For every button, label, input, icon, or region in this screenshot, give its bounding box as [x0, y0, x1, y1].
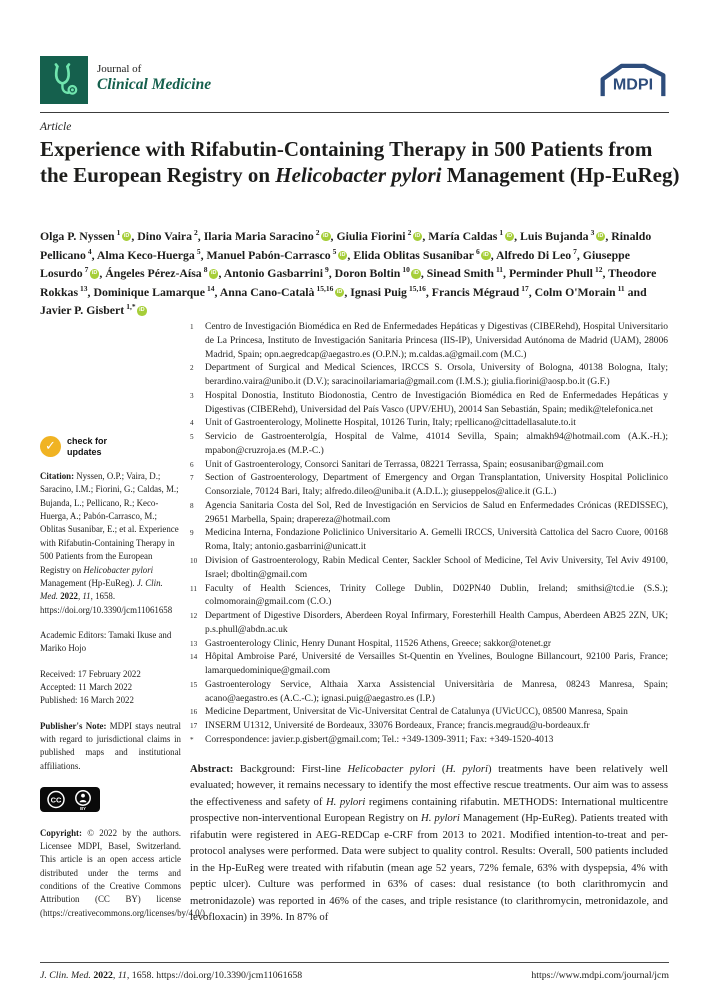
author	[97, 248, 207, 262]
author-name: Dominique Lamarque	[93, 284, 205, 299]
citation-doi-link[interactable]: https://doi.org/10.3390/jcm11061658	[40, 604, 173, 615]
copyright-label: Copyright:	[40, 827, 88, 838]
orcid-icon[interactable]: iD	[481, 251, 491, 261]
affiliation-item	[190, 651, 668, 679]
affiliation-number: 13	[190, 639, 198, 648]
author-separator: ,	[91, 247, 97, 262]
affiliation-text: Unit of Gastroenterology, Molinette Hospital, 10126 Turin, Italy; rpellicano@cittadellasalute.to.it	[205, 418, 576, 429]
author-affiliation-sup: 7	[84, 265, 89, 275]
author	[224, 266, 335, 280]
author-separator: ,	[420, 266, 427, 281]
affiliation-item	[190, 390, 668, 418]
author-name: Alfredo Di Leo	[495, 247, 572, 262]
title-part1: Experience with Rifabutin-Containing Therapy in 500 Patients from the European Registry on	[40, 137, 653, 187]
author	[204, 229, 337, 243]
published-date: Published: 16 March 2022	[40, 695, 134, 706]
abstract-text: (	[435, 763, 446, 775]
author-separator: ,	[328, 266, 335, 281]
author-separator: ,	[214, 284, 220, 299]
author	[428, 229, 520, 243]
by-label: BY	[80, 806, 86, 812]
author-name: Giulia Fiorini	[336, 228, 406, 243]
author-name: Antonio Gasbarrini	[223, 266, 324, 281]
abstract-text-italic: H. pylori	[420, 812, 460, 825]
author-name: Sinead Smith	[426, 266, 494, 281]
citation-label: Citation:	[40, 471, 77, 481]
orcid-icon[interactable]: iD	[122, 232, 132, 242]
author	[432, 285, 535, 299]
author-separator: ,	[131, 228, 138, 243]
author-list	[40, 227, 680, 320]
affiliation-item	[190, 431, 668, 459]
affiliation-number: 15	[190, 680, 198, 689]
affiliation-number: 2	[190, 364, 194, 373]
author-name: Alma Keco-Huerga	[96, 247, 195, 262]
title-part2-italic: Helicobacter pylori	[275, 162, 442, 187]
author-affiliation-sup: 6	[475, 246, 480, 256]
orcid-icon[interactable]: iD	[335, 288, 345, 298]
affiliation-text: Medicine Department, Universitat de Vic-Universitat Central de Catalunya (UVicUCC), 08500 Manresa, Spain	[205, 707, 628, 718]
author-affiliation-sup: 14	[206, 283, 215, 293]
affiliation-item	[190, 638, 668, 652]
footer-doi-link[interactable]: https://doi.org/10.3390/jcm11061658	[156, 970, 303, 981]
affiliation-number: 7	[190, 474, 194, 483]
author-separator: ,	[87, 284, 94, 299]
affiliation-number: 3	[190, 391, 194, 400]
affiliation-item	[190, 583, 668, 611]
affiliation-text: INSERM U1312, Université de Bordeaux, 33076 Bordeaux, France; francis.megraud@u-bordeaux.fr	[205, 721, 590, 732]
orcid-icon[interactable]: iD	[321, 232, 331, 242]
author-separator: ,	[330, 228, 337, 243]
author-affiliation-sup: 3	[590, 228, 595, 237]
journal-logo	[40, 56, 211, 104]
affiliation-text: Gastroenterology Clinic, Henry Dunant Hospital, 11526 Athens, Greece; sakkor@otenet.gr	[205, 638, 552, 649]
author-name: Elida Oblitas Susanibar	[353, 247, 474, 262]
orcid-icon[interactable]: iD	[505, 232, 515, 242]
orcid-icon[interactable]: iD	[338, 251, 348, 261]
affiliation-item	[190, 472, 668, 500]
affiliation-item	[190, 610, 668, 638]
author-name: Colm O'Morain	[534, 284, 616, 299]
history-dates	[40, 668, 181, 708]
affiliation-text: Division of Gastroenterology, Rabin Medical Center, Sackler School of Medicine, Tel Aviv University, Tel Aviv 49100, Israel; dboltin@gmail.com	[205, 556, 668, 580]
affiliation-list	[190, 321, 668, 748]
author-separator: ,	[490, 247, 496, 262]
affiliation-text: Agencia Sanitaria Costa del Sol, Red de Investigación en Servicios de Salud en Enfermedades Crónicas (REDISSEC), 29651 Marbella, Spain; drapereza@hotmail.com	[205, 500, 668, 525]
author-separator: ,	[218, 266, 224, 281]
affiliation-text: Unit of Gastroenterology, Consorci Sanitari de Terrassa, 08221 Terrassa, Spain; eosusanibar@gmail.com	[205, 459, 604, 470]
check-icon: ✓	[40, 436, 61, 457]
page-title	[40, 137, 680, 189]
orcid-icon[interactable]: iD	[137, 306, 147, 316]
affiliation-item	[190, 417, 668, 431]
author-affiliation-sup: 12	[594, 265, 603, 275]
abstract-text-italic: H. pylori	[325, 795, 366, 808]
author-name: Luis Bujanda	[520, 228, 589, 243]
author-name: Perminder Phull	[508, 266, 593, 281]
author-name: Ángeles Pérez-Aísa	[105, 266, 202, 281]
author-name: Rinaldo Pellicano	[40, 228, 652, 262]
affiliation-text: Servicio de Gastroenterolgía, Hospital de Valme, 41014 Sevilla, Spain; almakh94@hotmail.com (A.K.-H.); mpabon@cruzroja.es (M.P.-C.)	[205, 432, 668, 456]
publishers-note: Publisher's Note: MDPI stays neutral with regard to jurisdictional claims in published maps and institutional affiliations.	[40, 720, 181, 771]
author-separator: ,	[197, 228, 204, 243]
author-name: Javier P. Gisbert	[40, 303, 125, 318]
author	[40, 229, 137, 243]
author	[220, 285, 351, 299]
affiliation-item	[190, 459, 668, 473]
affiliation-text: Department of Digestive Disorders, Aberdeen Royal Infirmary, Foresterhill Health Campus, Aberdeen AB25 2ZN, UK; p.s.phull@abdn.ac.uk	[205, 611, 668, 635]
author-separator: ,	[514, 228, 521, 243]
author	[206, 248, 353, 262]
affiliation-item	[190, 555, 668, 583]
author-affiliation-sup: 15,16	[408, 283, 426, 293]
citation-block: Citation: Nyssen, O.P.; Vaira, D.; Saracino, I.M.; Fiorini, G.; Caldas, M.; Bujanda, L.; Pellicano, R.; Keco-Huerga, A.; Pabón-Carrasco, M.; Oblitas Susanibar, E.; et al. Experience with Rifabutin-Containing Therapy in 500 Patients from the European Registry on Helicobacter pylori Management (Hp-EuReg). J. Clin. Med. 2022, 11, 1658. https://doi.org/10.3390/jcm11061658	[40, 471, 179, 615]
author-name: María Caldas	[428, 228, 498, 243]
author-separator: ,	[503, 266, 509, 281]
mdpi-logo[interactable]	[597, 60, 669, 107]
author	[509, 266, 608, 280]
author-name: Anna Cano-Català	[219, 284, 315, 299]
author-name: Theodore Rokkas	[40, 266, 657, 299]
author-name: Doron Boltin	[334, 266, 401, 281]
affiliation-item	[190, 321, 668, 362]
author-name: Francis Mégraud	[431, 284, 520, 299]
affiliation-number: 6	[190, 460, 194, 469]
author-affiliation-sup: 2	[194, 228, 198, 237]
author-name: Dino Vaira	[137, 228, 193, 243]
author	[93, 285, 219, 299]
journal-prefix: Journal of	[97, 63, 142, 75]
abstract-text-italic: Helicobacter pylori	[347, 763, 436, 775]
abstract-text-italic: H. pylori	[445, 763, 488, 775]
affiliation-number: 4	[190, 419, 194, 428]
affiliation-text: Centro de Investigación Biomédica en Red de Enfermedades Hepáticas y Digestivas (CIBERehd), Hospital Universitario de La Princesa, Instituto de Investigación Sanitaria Princesa (IIS-IP), Universidad Autónoma de Madrid (UAM), 28006 Madrid, Spain; opn.aegredcap@aegastro.es (O.P.N.); m.caldas.a@gmail.com (M.C.)	[205, 322, 668, 360]
affiliation-text: Department of Surgical and Medical Sciences, IRCCS S. Orsola, University of Bologna, 40138 Bologna, Italy; berardino.vaira@unibo.it (D.V.); saracinoilariamaria@gmail.com (I.M.S.); giulia.fiorini@aosp.bo.it (G.F.)	[205, 363, 668, 388]
author-separator: ,	[605, 228, 612, 243]
author-affiliation-sup: 8	[203, 265, 208, 275]
author	[336, 229, 428, 243]
affiliation-number: 11	[190, 584, 197, 593]
affiliation-item	[190, 706, 668, 720]
affiliation-text: Correspondence: javier.p.gisbert@gmail.com; Tel.: +349-1309-3911; Fax: +349-1520-4013	[205, 734, 554, 745]
author-affiliation-sup: 4	[87, 246, 92, 256]
copyright-block: Copyright: © 2022 by the authors. Licensee MDPI, Basel, Switzerland. This article is an open access article distributed under the terms and conditions of the Creative Commons Attribution (CC BY) license (https://creativecommons.org/licenses/by/4.0/).	[40, 827, 208, 918]
author-separator: ,	[422, 228, 429, 243]
affiliation-number: 8	[190, 501, 194, 510]
article-type-label: Article	[40, 121, 72, 133]
author	[353, 248, 496, 262]
affiliation-number: 12	[190, 612, 198, 621]
author-separator: ,	[425, 284, 432, 299]
orcid-icon[interactable]: iD	[596, 232, 606, 242]
author-affiliation-sup: 7	[573, 246, 577, 256]
author-separator: ,	[99, 266, 106, 281]
publishers-note-label: Publisher's Note:	[40, 720, 110, 731]
author-name: Ilaria Maria Saracino	[203, 228, 314, 243]
author-affiliation-sup: 1,*	[126, 302, 136, 312]
author-affiliation-sup: 2	[407, 228, 412, 237]
journal-logo-box	[40, 56, 88, 104]
author-affiliation-sup: 2	[315, 228, 320, 237]
author-affiliation-sup: 17	[521, 283, 529, 293]
affiliation-number: 1	[190, 323, 194, 331]
title-part3: Management (Hp-EuReg)	[441, 162, 680, 187]
author-affiliation-sup: 9	[325, 265, 329, 275]
mdpi-logo-icon	[597, 60, 669, 102]
journal-title	[97, 56, 211, 95]
orcid-icon[interactable]: iD	[209, 269, 219, 279]
affiliation-number: 16	[190, 708, 198, 717]
author	[105, 266, 223, 280]
affiliation-number: *	[190, 735, 194, 744]
author-separator: ,	[528, 284, 535, 299]
author	[520, 229, 611, 243]
author-affiliation-sup: 11	[617, 283, 625, 293]
affiliation-number: 9	[190, 529, 194, 538]
check-for-updates-label: check for updates	[67, 436, 108, 457]
received-date: Received: 17 February 2022	[40, 668, 141, 679]
orcid-icon[interactable]: iD	[411, 269, 421, 279]
academic-editors: Academic Editors: Tamaki Ikuse and Mariko Hojo	[40, 629, 172, 654]
affiliation-text: Faculty of Health Sciences, Trinity College Dublin, D02PN40 Dublin, Ireland; smithsi@tcd.ie (S.S.); colmomorain@gmail.com (C.O.)	[205, 583, 668, 608]
affiliation-number: 17	[190, 722, 198, 731]
affiliation-item	[190, 679, 668, 707]
author-affiliation-sup: 5	[196, 246, 201, 256]
footer-rule	[40, 962, 669, 963]
abstract-text: Management (Hp-EuReg). Patients treated with rifabutin were registered in AEG-REDCap e-CRF from 2013 to 2021. Modified intention-to-treat and per-protocol analyses were performed. Data were subject to quality control. Results: Overall, 500 patients included in the Hp-EuReg were treated with rifabutin (mean age 52 years, 72% female, 63% with dyspepsia, 4% with peptic ulcer). Culture was performed in 63% of cases: dual resistance (to both clarithromycin and metronidazole) was reported in 46% of the cases, and triple resistance (to clarithromycin, metronidazole, and levofloxacin) in 39%. In 87% of	[190, 812, 669, 924]
affiliation-item	[190, 720, 668, 734]
author-affiliation-sup: 1	[116, 228, 121, 237]
abstract-label: Abstract:	[190, 763, 240, 775]
affiliation-text: Medicina Interna, Fondazione Policlinico Universitario A. Gemelli IRCCS, Università Cattolica del Sacro Cuore, 00168 Roma, Italy; antonio.gasbarrini@unicatt.it	[205, 528, 668, 553]
author	[427, 266, 509, 280]
author	[350, 285, 432, 299]
abstract-text: ) treatments have been relatively well evaluated; however, it remains necessary to identify the most effective rescue treatments. Our aim was to assess the effectiveness and safety of	[190, 763, 668, 808]
journal-name: Clinical Medicine	[97, 76, 212, 94]
affiliation-number: 10	[190, 557, 198, 566]
mdpi-logo-text: MDPI	[612, 75, 654, 94]
cc-by-badge[interactable]	[40, 787, 100, 812]
affiliation-number: 5	[190, 433, 194, 442]
author-affiliation-sup: 13	[80, 283, 88, 293]
author-affiliation-sup: 10	[402, 265, 410, 275]
author-separator: ,	[200, 247, 207, 262]
author-separator: ,	[602, 266, 609, 281]
author	[137, 229, 203, 243]
affiliation-text: Hospital Donostia, Instituto Biodonostia, Centro de Investigación Biomédica en Red de Enfermedades Hepáticas y Digestivas (CIBERehd), Universidad del País Vasco (UPV/EHU), 20014 San Sebastián, Spain; medik@telefonica.net	[205, 390, 668, 415]
author	[535, 285, 647, 299]
cc-icon: CC	[50, 795, 62, 805]
header-rule	[40, 112, 669, 113]
orcid-icon[interactable]: iD	[413, 232, 423, 242]
abstract-text: regimens containing rifabutin. METHODS: International multicentre prospective non-interventional European Registry on	[190, 795, 669, 825]
affiliation-number: 14	[190, 653, 198, 662]
author-separator: ,	[576, 247, 583, 262]
accepted-date: Accepted: 11 March 2022	[40, 682, 133, 693]
author-separator: ,	[347, 247, 354, 262]
affiliation-item	[190, 527, 668, 555]
person-icon	[81, 794, 85, 798]
author-name: Ignasi Puig	[350, 284, 407, 299]
orcid-icon[interactable]: iD	[90, 269, 100, 279]
stethoscope-icon	[45, 61, 83, 99]
author	[335, 266, 427, 280]
abstract-text: Background: First-line	[239, 763, 348, 775]
author	[40, 303, 147, 317]
author-affiliation-sup: 15,16	[316, 283, 334, 293]
affiliation-text: Hôpital Ambroise Paré, Université de Versailles St-Quentin en Yvelines, Boulogne Billancourt, 92100 Paris, France; lamarquedominique@gmail.com	[205, 652, 668, 677]
author-affiliation-sup: 11	[495, 265, 504, 275]
author-affiliation-sup: 5	[332, 246, 337, 256]
abstract	[190, 761, 668, 926]
author-name: Giuseppe Losurdo	[40, 247, 630, 281]
affiliation-text: Gastroenterology Service, Althaia Xarxa Assistencial Universitària de Manresa, 08243 Manresa, Spain; acano@aegastro.es (A.C.-C.); ignasi.puig@aegastro.es (I.P.)	[205, 679, 668, 704]
author-separator: ,	[344, 284, 351, 299]
author-separator: and	[624, 284, 647, 299]
affiliation-text: Section of Gastroenterology, Department of Emergency and Organ Transplantation, University Hospital Policlinico Consorziale, 70124 Bari, Italy; alfredo.dileo@uniba.it (A.D.L.); giuseppelos@alice.it (G.L.)	[205, 473, 668, 498]
footer	[40, 970, 669, 981]
footer-citation: J. Clin. Med. 2022, 11, 1658. https://doi.org/10.3390/jcm11061658	[40, 970, 303, 981]
author-name: Olga P. Nyssen	[40, 228, 115, 243]
check-for-updates-badge[interactable]	[40, 436, 181, 457]
author	[496, 248, 583, 262]
affiliation-item	[190, 500, 668, 528]
footer-journal-link[interactable]: https://www.mdpi.com/journal/jcm	[531, 970, 669, 981]
affiliation-item	[190, 734, 668, 748]
author-affiliation-sup: 1	[499, 228, 504, 237]
affiliation-item	[190, 362, 668, 390]
author-name: Manuel Pabón-Carrasco	[206, 247, 331, 262]
